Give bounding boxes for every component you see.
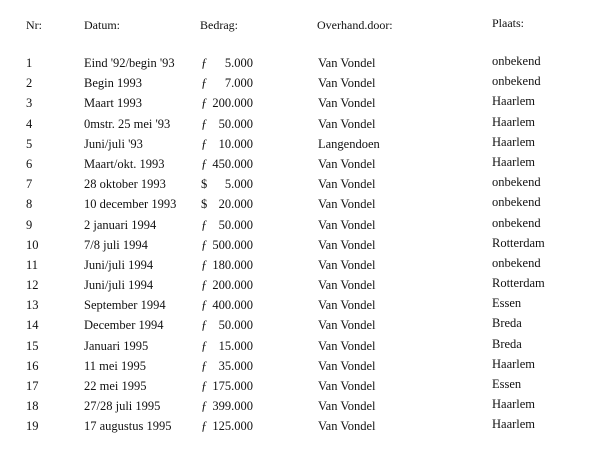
cell-nr: 3: [26, 96, 33, 111]
cell-overhand-door: Langendoen: [318, 136, 380, 151]
table-row: [0, 298, 600, 318]
cell-bedrag: 20.000: [218, 197, 253, 212]
cell-datum: 22 mei 1995: [84, 379, 147, 393]
cell-bedrag: 5.000: [224, 177, 253, 192]
cell-nr: 18: [26, 399, 39, 414]
cell-nr: 17: [26, 379, 39, 393]
header-bedrag: Bedrag:: [200, 18, 238, 32]
cell-bedrag: 50.000: [218, 318, 253, 333]
cell-datum: Maart/okt. 1993: [84, 156, 165, 171]
cell-bedrag: 7.000: [224, 76, 253, 91]
cell-bedrag: 180.000: [212, 257, 253, 272]
cell-bedrag: 50.000: [218, 116, 253, 131]
table-row: [0, 255, 600, 278]
cell-overhand-door: Van Vondel: [318, 257, 376, 272]
cell-datum: 10 december 1993: [84, 197, 177, 212]
cell-overhand-door: Van Vondel: [318, 298, 376, 313]
table-row: [0, 177, 600, 197]
table-row: [0, 215, 600, 238]
cell-nr: 7: [26, 177, 33, 192]
cell-overhand-door: Van Vondel: [318, 56, 376, 70]
cell-plaats: Rotterdam: [492, 235, 545, 250]
cell-nr: 16: [26, 358, 39, 373]
cell-plaats: Rotterdam: [492, 276, 545, 291]
cell-plaats: Essen: [492, 377, 522, 391]
cell-nr: 13: [26, 298, 39, 313]
cell-overhand-door: Van Vondel: [318, 177, 376, 192]
cell-nr: 14: [26, 318, 39, 333]
cell-nr: 9: [26, 217, 33, 232]
cell-overhand-door: Van Vondel: [318, 76, 376, 91]
cell-plaats: Haarlem: [492, 114, 536, 129]
cell-plaats: onbekend: [492, 74, 541, 89]
table-body: [0, 56, 600, 440]
cell-nr: 2: [26, 76, 33, 91]
cell-overhand-door: Van Vondel: [318, 318, 376, 333]
currency-symbol: ƒ: [201, 399, 208, 414]
cell-datum: 27/28 juli 1995: [84, 399, 161, 414]
cell-datum: Juni/juli 1994: [84, 257, 154, 272]
cell-plaats: onbekend: [492, 175, 541, 190]
cell-overhand-door: Van Vondel: [318, 197, 376, 212]
cell-bedrag: 50.000: [218, 217, 253, 232]
cell-datum: Januari 1995: [84, 338, 149, 353]
table-row: [0, 399, 600, 419]
cell-bedrag: 10.000: [218, 136, 253, 151]
cell-overhand-door: Van Vondel: [318, 96, 376, 111]
cell-bedrag: 175.000: [212, 379, 253, 393]
cell-bedrag: 399.000: [212, 399, 253, 414]
header-plaats: Plaats:: [492, 16, 524, 30]
cell-datum: Maart 1993: [84, 96, 142, 111]
cell-nr: 19: [26, 419, 39, 434]
currency-symbol: ƒ: [201, 318, 208, 333]
table-row: [0, 56, 600, 76]
table-row: [0, 114, 600, 137]
table-row: [0, 356, 600, 379]
cell-overhand-door: Van Vondel: [318, 156, 376, 171]
table-row: [0, 96, 600, 116]
currency-symbol: ƒ: [201, 116, 208, 131]
cell-bedrag: 125.000: [212, 419, 253, 434]
cell-nr: 8: [26, 197, 33, 212]
cell-plaats: Essen: [492, 296, 522, 311]
cell-nr: 10: [26, 237, 39, 252]
currency-symbol: ƒ: [201, 338, 208, 353]
cell-datum: September 1994: [84, 298, 166, 313]
header-datum: Datum:: [84, 18, 120, 32]
table-header: [0, 18, 600, 34]
cell-plaats: onbekend: [492, 195, 541, 210]
cell-plaats: Haarlem: [492, 397, 536, 412]
currency-symbol: ƒ: [201, 358, 208, 373]
cell-bedrag: 500.000: [212, 237, 253, 252]
currency-symbol: ƒ: [201, 419, 208, 434]
cell-plaats: Haarlem: [492, 134, 536, 149]
cell-plaats: Breda: [492, 316, 522, 331]
currency-symbol: ƒ: [201, 96, 208, 111]
cell-overhand-door: Van Vondel: [318, 358, 376, 373]
cell-plaats: onbekend: [492, 215, 541, 230]
cell-nr: 6: [26, 156, 33, 171]
table-row: [0, 76, 600, 96]
table-row: [0, 336, 600, 359]
cell-overhand-door: Van Vondel: [318, 379, 376, 393]
cell-datum: Juni/juli 1994: [84, 278, 154, 293]
cell-nr: 11: [26, 257, 39, 272]
currency-symbol: ƒ: [201, 136, 208, 151]
cell-bedrag: 5.000: [224, 56, 253, 70]
table-row: [0, 134, 600, 157]
currency-symbol: ƒ: [201, 237, 208, 252]
cell-plaats: onbekend: [492, 54, 541, 68]
currency-symbol: ƒ: [201, 278, 208, 293]
currency-symbol: ƒ: [201, 379, 208, 393]
currency-symbol: ƒ: [201, 76, 208, 91]
cell-datum: 17 augustus 1995: [84, 419, 172, 434]
cell-datum: 0mstr. 25 mei '93: [84, 116, 171, 131]
cell-overhand-door: Van Vondel: [318, 399, 376, 414]
currency-symbol: ƒ: [201, 156, 208, 171]
table-row: [0, 278, 600, 298]
cell-plaats: Haarlem: [492, 154, 536, 169]
cell-datum: Begin 1993: [84, 76, 142, 91]
table-row: [0, 379, 600, 399]
table-row: [0, 419, 600, 439]
cell-overhand-door: Van Vondel: [318, 217, 376, 232]
currency-symbol: $: [201, 177, 208, 192]
currency-symbol: ƒ: [201, 217, 208, 232]
cell-bedrag: 200.000: [212, 96, 253, 111]
cell-overhand-door: Van Vondel: [318, 237, 376, 252]
cell-overhand-door: Van Vondel: [318, 419, 376, 434]
cell-nr: 15: [26, 338, 39, 353]
cell-nr: 4: [26, 116, 33, 131]
table-row: [0, 154, 600, 177]
table-row: [0, 197, 600, 217]
cell-overhand-door: Van Vondel: [318, 278, 376, 293]
currency-symbol: ƒ: [201, 298, 208, 313]
cell-nr: 12: [26, 278, 39, 293]
cell-datum: 11 mei 1995: [84, 358, 147, 373]
cell-nr: 1: [26, 56, 33, 70]
cell-plaats: onbekend: [492, 255, 541, 270]
cell-bedrag: 400.000: [212, 298, 253, 313]
cell-plaats: Breda: [492, 336, 522, 351]
cell-datum: Eind '92/begin '93: [84, 56, 175, 70]
cell-bedrag: 200.000: [212, 278, 253, 293]
cell-datum: 7/8 juli 1994: [84, 237, 148, 252]
cell-datum: 2 januari 1994: [84, 217, 157, 232]
header-nr: Nr:: [26, 18, 42, 32]
currency-symbol: ƒ: [201, 56, 208, 70]
cell-plaats: Haarlem: [492, 356, 536, 371]
currency-symbol: $: [201, 197, 208, 212]
cell-plaats: Haarlem: [492, 417, 536, 432]
table-row: [0, 318, 600, 338]
currency-symbol: ƒ: [201, 257, 208, 272]
cell-bedrag: 450.000: [212, 156, 253, 171]
header-overhand-door: Overhand.door:: [317, 18, 393, 32]
cell-plaats: Haarlem: [492, 94, 536, 109]
cell-overhand-door: Van Vondel: [318, 338, 376, 353]
cell-bedrag: 15.000: [218, 338, 253, 353]
cell-datum: Juni/juli '93: [84, 136, 143, 151]
cell-bedrag: 35.000: [218, 358, 253, 373]
cell-nr: 5: [26, 136, 33, 151]
cell-datum: December 1994: [84, 318, 164, 333]
table-row: [0, 235, 600, 258]
cell-overhand-door: Van Vondel: [318, 116, 376, 131]
cell-datum: 28 oktober 1993: [84, 177, 166, 192]
